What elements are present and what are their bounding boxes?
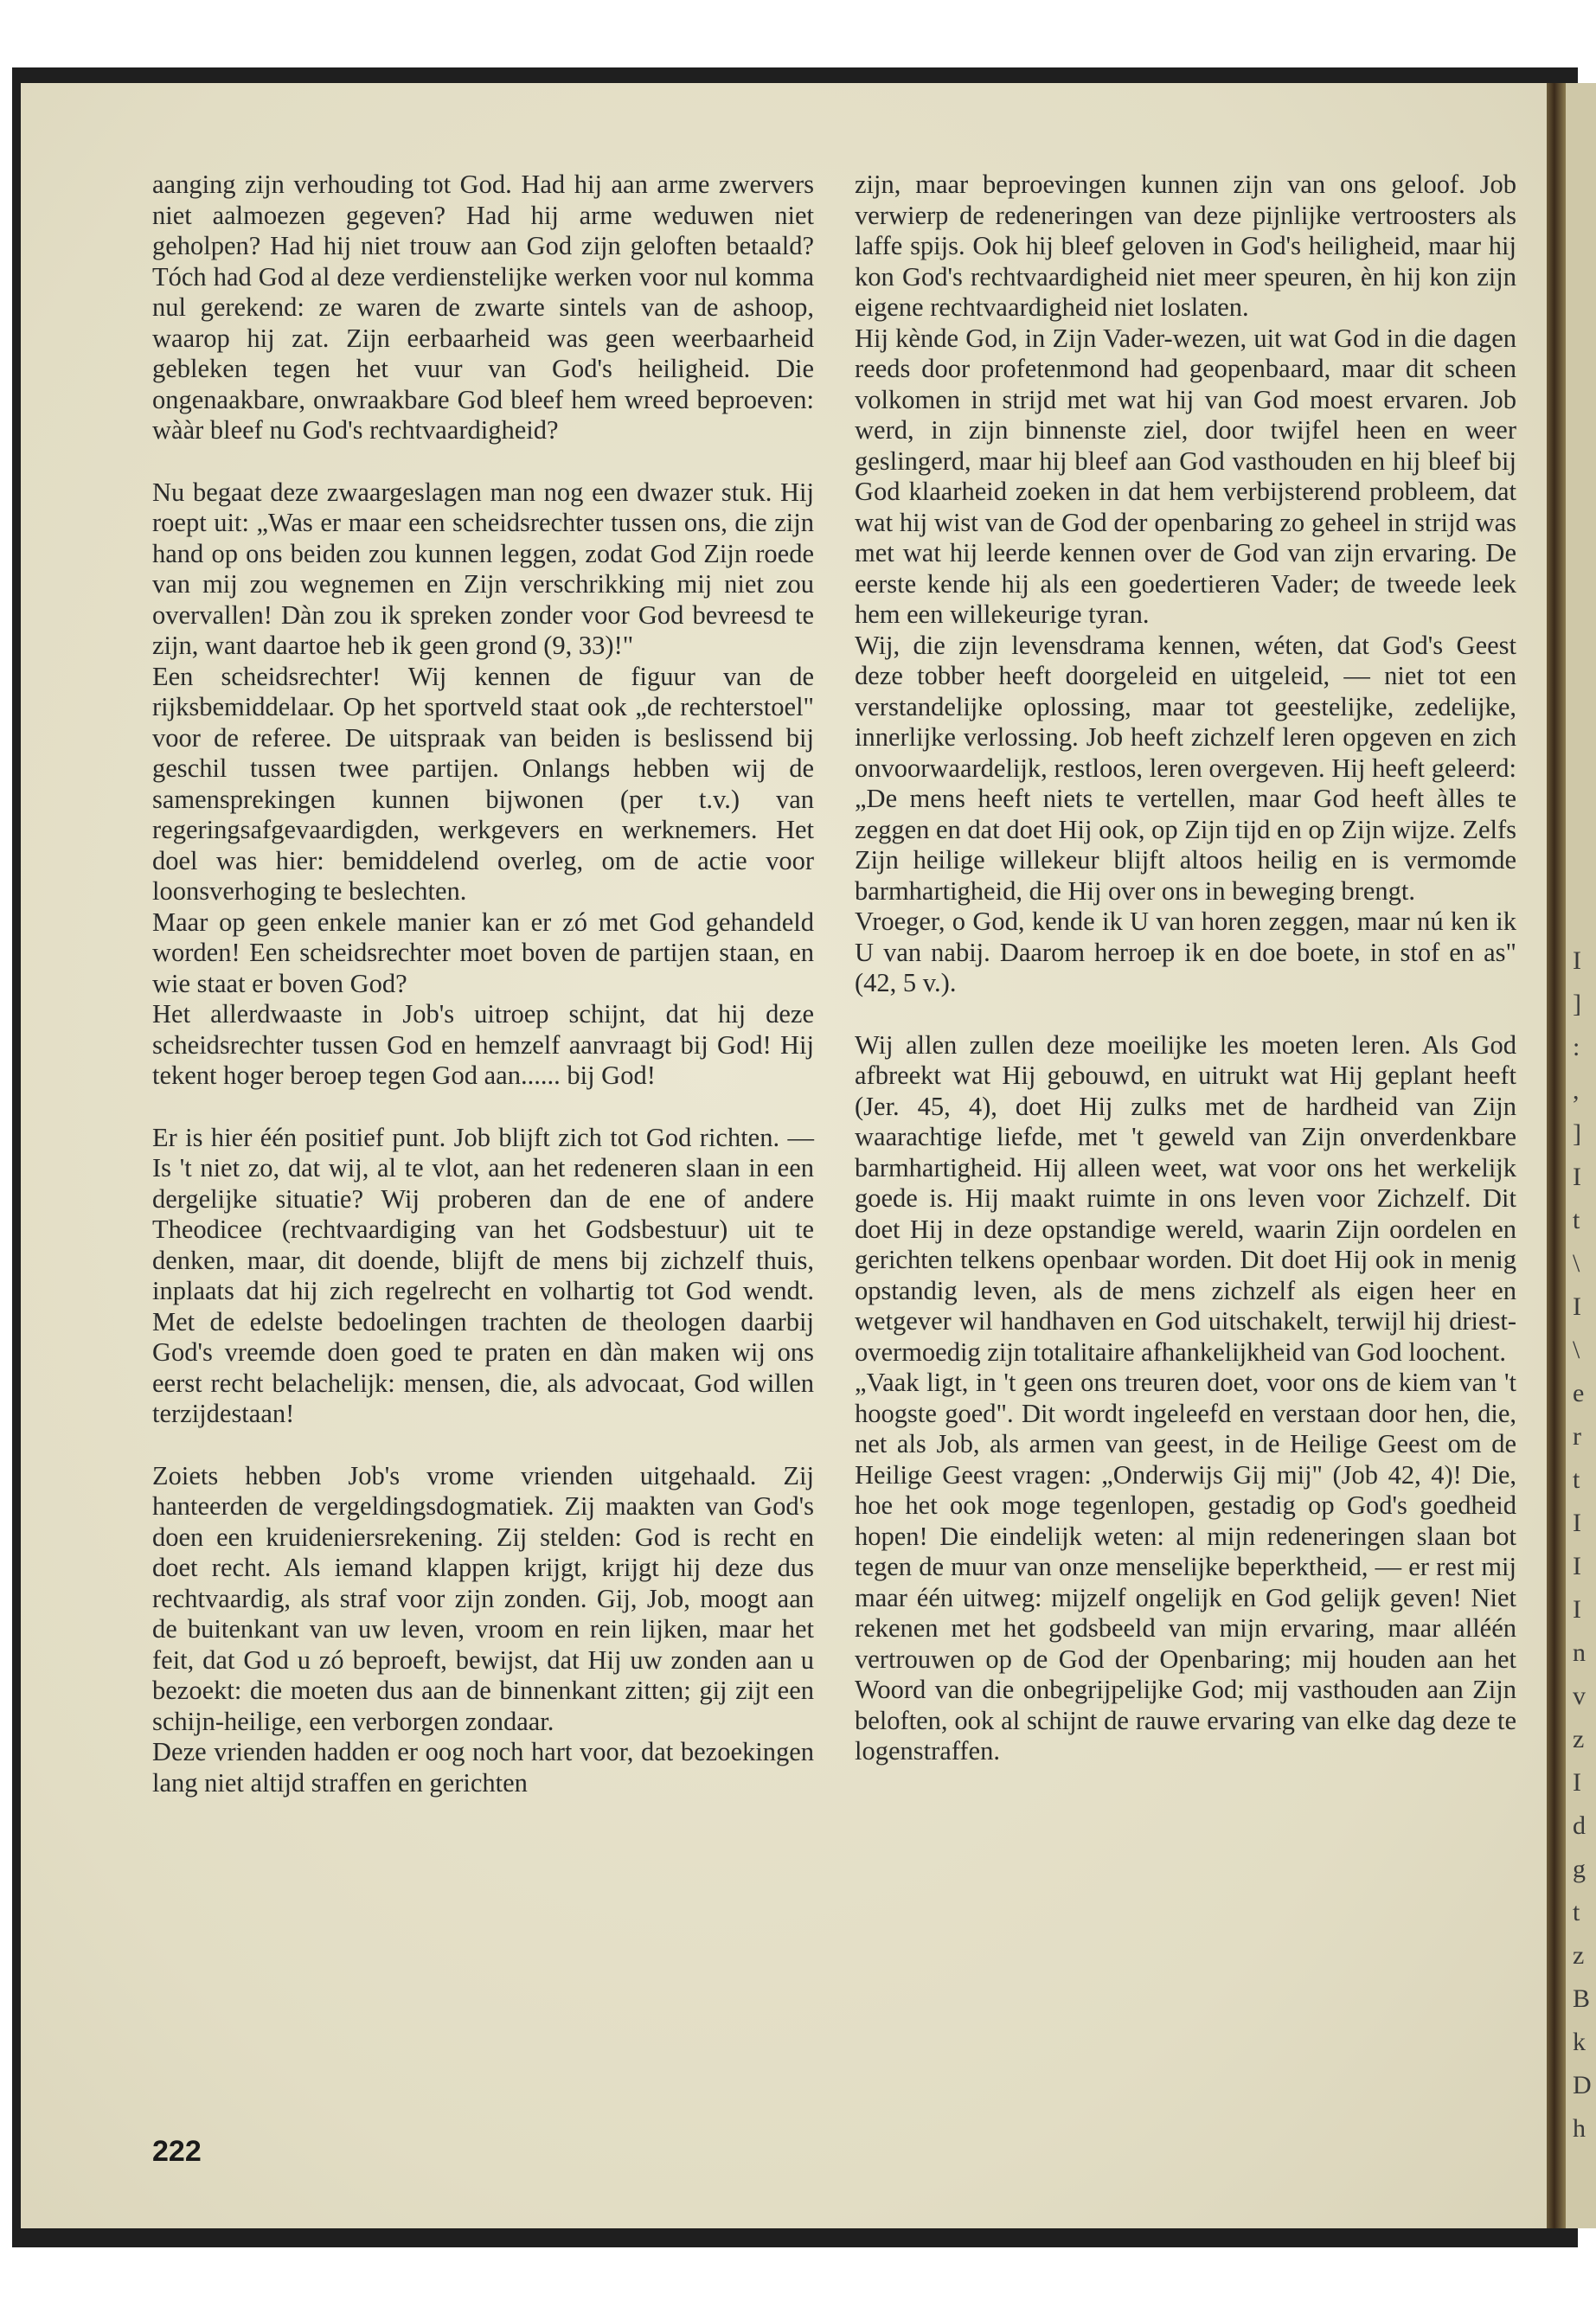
paragraph: Zoiets hebben Job's vrome vrienden uitgehaald. Zij hanteerden de vergeldingsdogmatiek. Zij maakten van God's doen een kruideniersrekening. Zij stelden: God is recht en doet recht. Als iemand klappen krijgt, krijgt hij deze dus rechtvaardig, als straf voor zijn zonden. Gij, Job, moogt aan de buitenkant van uw leven, vroom en rein lijken, maar het feit, dat God u zó beproeft, bewijst, dat Hij uw zonden aan u bezoekt: die moeten dus aan de binnenkant zitten; gij zijt een schijn-heilige, een verborgen zondaar.	[152, 1460, 814, 1736]
edge-letter: d	[1573, 1811, 1586, 1840]
edge-letter: \	[1573, 1249, 1580, 1278]
left-column	[152, 170, 814, 1798]
paragraph: Er is hier één positief punt. Job blijft zich tot God richten. — Is 't niet zo, dat wij, al te vlot, aan het redeneren slaan in een dergelijke situatie? Wij proberen dan de ene of andere Theodicee (rechtvaardiging van het Godsbestuur) uit te denken, maar, dit doende, blijft de mens bij zichzelf thuis, inplaats dat hij zich regelrecht en volhartig tot God wendt. Met de edelste bedoelingen trachten de theologen daarbij God's vreemde doen goed te praten en dàn maken wij ons eerst recht belachelijk: mensen, die, als advocaat, God willen terzijdestaan!	[152, 1122, 814, 1428]
edge-letter: I	[1573, 1163, 1581, 1191]
paragraph-gap	[152, 1430, 814, 1461]
edge-letter: t	[1573, 1465, 1580, 1494]
paragraph: Vroeger, o God, kende ik U van horen zeggen, maar nú ken ik U van nabij. Daarom herroep ik en doe boete, in stof en as" (42, 5 v.).	[855, 907, 1516, 997]
edge-letter: n	[1573, 1638, 1586, 1667]
edge-letter: g	[1573, 1855, 1586, 1883]
edge-letter: t	[1573, 1898, 1580, 1926]
edge-letter: r	[1573, 1422, 1581, 1451]
edge-letter: I	[1573, 1768, 1581, 1797]
page-number: 222	[152, 2135, 202, 2168]
paragraph-gap	[152, 1092, 814, 1123]
paragraph: Wij, die zijn levensdrama kennen, wéten, dat God's Geest deze tobber heeft doorgeleid en uitgeleid, — niet tot een verstandelijke oplossing, maar tot geestelijke, zedelijke, innerlijke verlossing. Job heeft zichzelf leren opgeven en zich onvoorwaardelijk, restloos, leren overgeven. Hij heeft geleerd: „De mens heeft niets te vertellen, maar God heeft àlles te zeggen en dat doet Hij ook, op Zijn tijd en op Zijn wijze. Zelfs Zijn heilige willekeur blijft altoos heilig en is vermomde barmhartigheid, die Hij over ons in beweging brengt.	[855, 630, 1516, 906]
edge-letter: t	[1573, 1206, 1580, 1234]
right-column	[855, 170, 1516, 1767]
edge-letter: e	[1573, 1379, 1585, 1407]
paragraph: aanging zijn verhouding tot God. Had hij aan arme zwervers niet aalmoezen gegeven? Had hij arme weduwen niet geholpen? Had hij niet trouw aan God zijn geloften betaald? Tóch had God al deze verdienstelijke werken voor nul komma nul gerekend: ze waren de zwarte sintels van de ashoop, waarop hij zat. Zijn eerbaarheid was geen weerbaarheid gebleken tegen het vuur van God's heiligheid. Die ongenaakbare, onwraakbare God bleef hem wreed beproeven: wààr bleef nu God's rechtvaardigheid?	[152, 170, 814, 445]
edge-letter: h	[1573, 2114, 1586, 2143]
paragraph-gap	[152, 446, 814, 478]
paragraph: Maar op geen enkele manier kan er zó met God gehandeld worden! Een scheidsrechter moet boven de partijen staan, en wie staat er boven God?	[152, 907, 814, 998]
edge-letter: I	[1573, 1292, 1581, 1321]
paragraph: Deze vrienden hadden er oog noch hart voor, dat bezoekingen lang niet altijd straffen en gerichten	[152, 1737, 814, 1798]
edge-letter: ,	[1573, 1076, 1580, 1105]
edge-letter: I	[1573, 1552, 1581, 1580]
paragraph: zijn, maar beproevingen kunnen zijn van ons geloof. Job verwierp de redeneringen van deze pijnlijke vertroosters als laffe spijs. Ook hij bleef geloven in God's heiligheid, maar hij kon God's rechtvaardigheid niet meer speuren, èn hij kon zijn eigene rechtvaardigheid niet loslaten.	[855, 170, 1516, 322]
paragraph: Hij kènde God, in Zijn Vader-wezen, uit wat God in die dagen reeds door profetenmond had geopenbaard, maar dit scheen volkomen in strijd met wat hij van God moest ervaren. Job werd, in zijn binnenste ziel, door twijfel heen en weer geslingerd, maar hij bleef aan God vasthouden en hij bleef bij God klaarheid zoeken in dat hem verbijsterend probleem, dat wat hij wist van de God der openbaring zo geheel in strijd was met wat hij leerde kennen over de God van zijn ervaring. De eerste kende hij als een goedertieren Vader; de tweede leek hem een willekeurige tyran.	[855, 323, 1516, 629]
book-spine-gutter	[1547, 83, 1566, 2228]
paragraph: Een scheidsrechter! Wij kennen de figuur van de rijksbemiddelaar. Op het sportveld staat ook „de rechterstoel" voor de referee. De uitspraak van beiden is beslissend bij geschil tussen twee partijen. Onlangs hebben wij de samensprekingen kunnen bijwonen (per t.v.) van regeringsafgevaardigden, werkgevers en werknemers. Het doel was hier: bemiddelend overleg, om de actie voor loonsverhoging te beslechten.	[152, 661, 814, 906]
edge-letter: v	[1573, 1682, 1586, 1710]
edge-letter: B	[1573, 1984, 1591, 2013]
paragraph: „Vaak ligt, in 't geen ons treuren doet, voor ons de kiem van 't hoogste goed". Dit wordt ingeleefd en verstaan door hen, die, net als Job, als armen van geest, in de Heilige Geest om de Heilige Geest vragen: „Onderwijs Gij mij" (Job 42, 4)! Die, hoe het ook moge tegenlopen, gestadig op God's goedheid hopen! Die eindelijk weten: al mijn redeneringen slaan bot tegen de muur van onze menselijke beperktheid, — er rest mij maar één uitweg: mijzelf ongelijk en God gelijk geven! Niet rekenen met het godsbeeld van mijn ervaring, maar alléén vertrouwen op de God der Openbaring; mij houden aan het Woord van die onbegrijpelijke God; mij vasthouden aan Zijn beloften, ook al schijnt de rauwe ervaring van elke dag deze te logenstraffen.	[855, 1368, 1516, 1766]
edge-letter: I	[1573, 1509, 1581, 1537]
paragraph-gap	[855, 999, 1516, 1030]
edge-letter: :	[1573, 1033, 1580, 1061]
edge-letter: z	[1573, 1725, 1585, 1753]
edge-letter: z	[1573, 1941, 1585, 1970]
paragraph: Het allerdwaaste in Job's uitroep schijnt, dat hij deze scheidsrechter tussen God en hemzelf aanvraagt bij God! Hij tekent hoger beroep tegen God aan...... bij God!	[152, 999, 814, 1090]
edge-letter: \	[1573, 1336, 1580, 1364]
edge-letter: k	[1573, 2028, 1586, 2056]
edge-letter: ]	[1573, 1119, 1581, 1148]
edge-letter: I	[1573, 946, 1581, 975]
paragraph: Nu begaat deze zwaargeslagen man nog een dwazer stuk. Hij roept uit: „Was er maar een scheidsrechter tussen ons, die zijn hand op ons beiden zou kunnen leggen, zodat God Zijn roede van mij zou wegnemen en Zijn verschrikking mij niet zou overvallen! Dàn zou ik spreken zonder voor God bevreesd te zijn, want daartoe heb ik geen grond (9, 33)!"	[152, 477, 814, 660]
paragraph: Wij allen zullen deze moeilijke les moeten leren. Als God afbreekt wat Hij gebouwd, en uitrukt wat Hij geplant heeft (Jer. 45, 4), doet Hij zulks met de hardheid van Zijn waarachtige liefde, met 't geweld van Zijn onverdenkbare barmhartigheid. Hij alleen weet, wat voor ons het werkelijk goede is. Hij maakt ruimte in ons leven voor Zichzelf. Dit doet Hij in deze opstandige wereld, waarin Zijn oordelen en gerichten telkens openbaar worden. Dit doet Hij ook in menig opstandig leven, als de mens zichzelf als eigen heer en wetgever wil handhaven en God uitschakelt, terwijl hij driest-overmoedig zijn totalitaire afhankelijkheid van God loochent.	[855, 1029, 1516, 1367]
edge-letter: I	[1573, 1595, 1581, 1624]
edge-letter: D	[1573, 2071, 1592, 2099]
next-page-edge	[1566, 83, 1596, 2228]
edge-letter: ]	[1573, 990, 1581, 1018]
